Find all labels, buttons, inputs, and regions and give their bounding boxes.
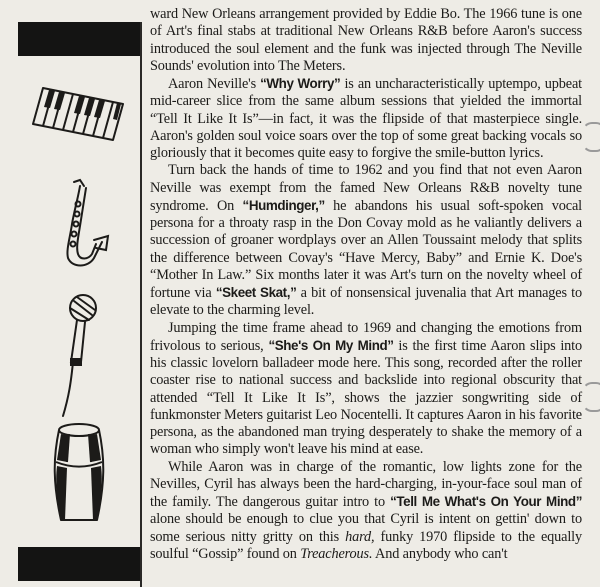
liner-notes-text [150, 6, 582, 563]
text-run: Turn back the hands of time to 1962 and you find that not even Aaron Neville was exempt from the famed New Orleans R&B novelty tune syndrome. On [150, 162, 582, 214]
saxophone-icon [18, 178, 140, 270]
text-run: Jumping the time frame ahead to 1969 and changing the emotions from frivolous to serious, [150, 319, 582, 354]
conga-drum-icon [18, 420, 140, 524]
paragraph [150, 75, 582, 162]
text-run: alone should be enough to clue you that Cyril is intent on gettin' down to some serious nitty gritty on this [150, 511, 582, 545]
song-title: “Tell Me What's On Your Mind” [390, 494, 582, 509]
text-run: he abandons his usual soft-spoken vocal persona for a throaty rasp in the Don Covay mold as he valiantly delivers a succession of groaner wordplays over an Allen Toussaint melody that splits the difference between Covay's “Have Mercy, Baby” and Ernie K. Doe's “Mother In Law.” Six months later it was Art's turn on the novelty wheel of fortune via [150, 197, 582, 301]
text-run: Aaron Neville's [168, 76, 261, 92]
song-title: “Humdinger,” [242, 197, 325, 213]
binder-ring-bottom [582, 382, 600, 412]
paragraph [150, 459, 582, 564]
text-run: ward New Orleans arrangement provided by Eddie Bo. The 1966 tune is one of Art's final stabs at traditional New Orleans R&B before Aaron's success introduced the soul element and the funk was injected through The Neville Sounds' evolution into The Meters. [150, 6, 582, 74]
text-run: And anybody who can't [372, 545, 508, 562]
text-run: is the first time Aaron slips into his classic lovelorn balladeer mode here. This song, recorded after the roller coaster rise to national success and backslide into regional obscurity that attended “Tell It Like It Is”, shows the jazzier songwriting side of funkmonster Meters guitarist Leo Nocentelli. It captures Aaron in his favorite persona, as the abandoned man trying desperately to shake the memory of a woman who simply won't leave his mind at ease. [150, 337, 582, 458]
illustration-sidebar [18, 22, 142, 587]
song-title: “She's On My Mind” [268, 337, 394, 353]
top-black-bar [18, 22, 140, 56]
paragraph [150, 6, 582, 75]
bottom-black-bar [18, 547, 140, 581]
microphone-icon [18, 292, 140, 422]
text-run: is an uncharacteristically uptempo, upbeat mid-career slice from the same album sessions that yielded the immortal “Tell It Like It Is”—in fact, it was the flipside of that masterpiece single. Aaron's golden soul voice soars over the top of some great backing vocals so gloriously that it becomes quite easy to forgive the smile-button lyrics. [150, 76, 582, 161]
paragraph [150, 320, 582, 459]
song-title: “Why Worry” [260, 76, 341, 91]
emphasis: hard, [345, 528, 375, 545]
binder-ring-top [582, 122, 600, 152]
text-run: While Aaron was in charge of the romantic, low lights zone for the Nevilles, Cyril has always been the hard-charging, in-your-face soul man of the family. The dangerous guitar intro to [150, 458, 582, 510]
emphasis: Treacherous. [300, 545, 373, 562]
text-run: a bit of nonsensical juvenalia that Art manages to elevate to the charming level. [150, 285, 582, 319]
paragraph [150, 162, 582, 319]
text-run: funky 1970 flipside to the equally soulful “Gossip” found on [150, 528, 582, 562]
song-title: “Skeet Skat,” [215, 285, 297, 300]
piano-keys-icon [18, 84, 140, 144]
